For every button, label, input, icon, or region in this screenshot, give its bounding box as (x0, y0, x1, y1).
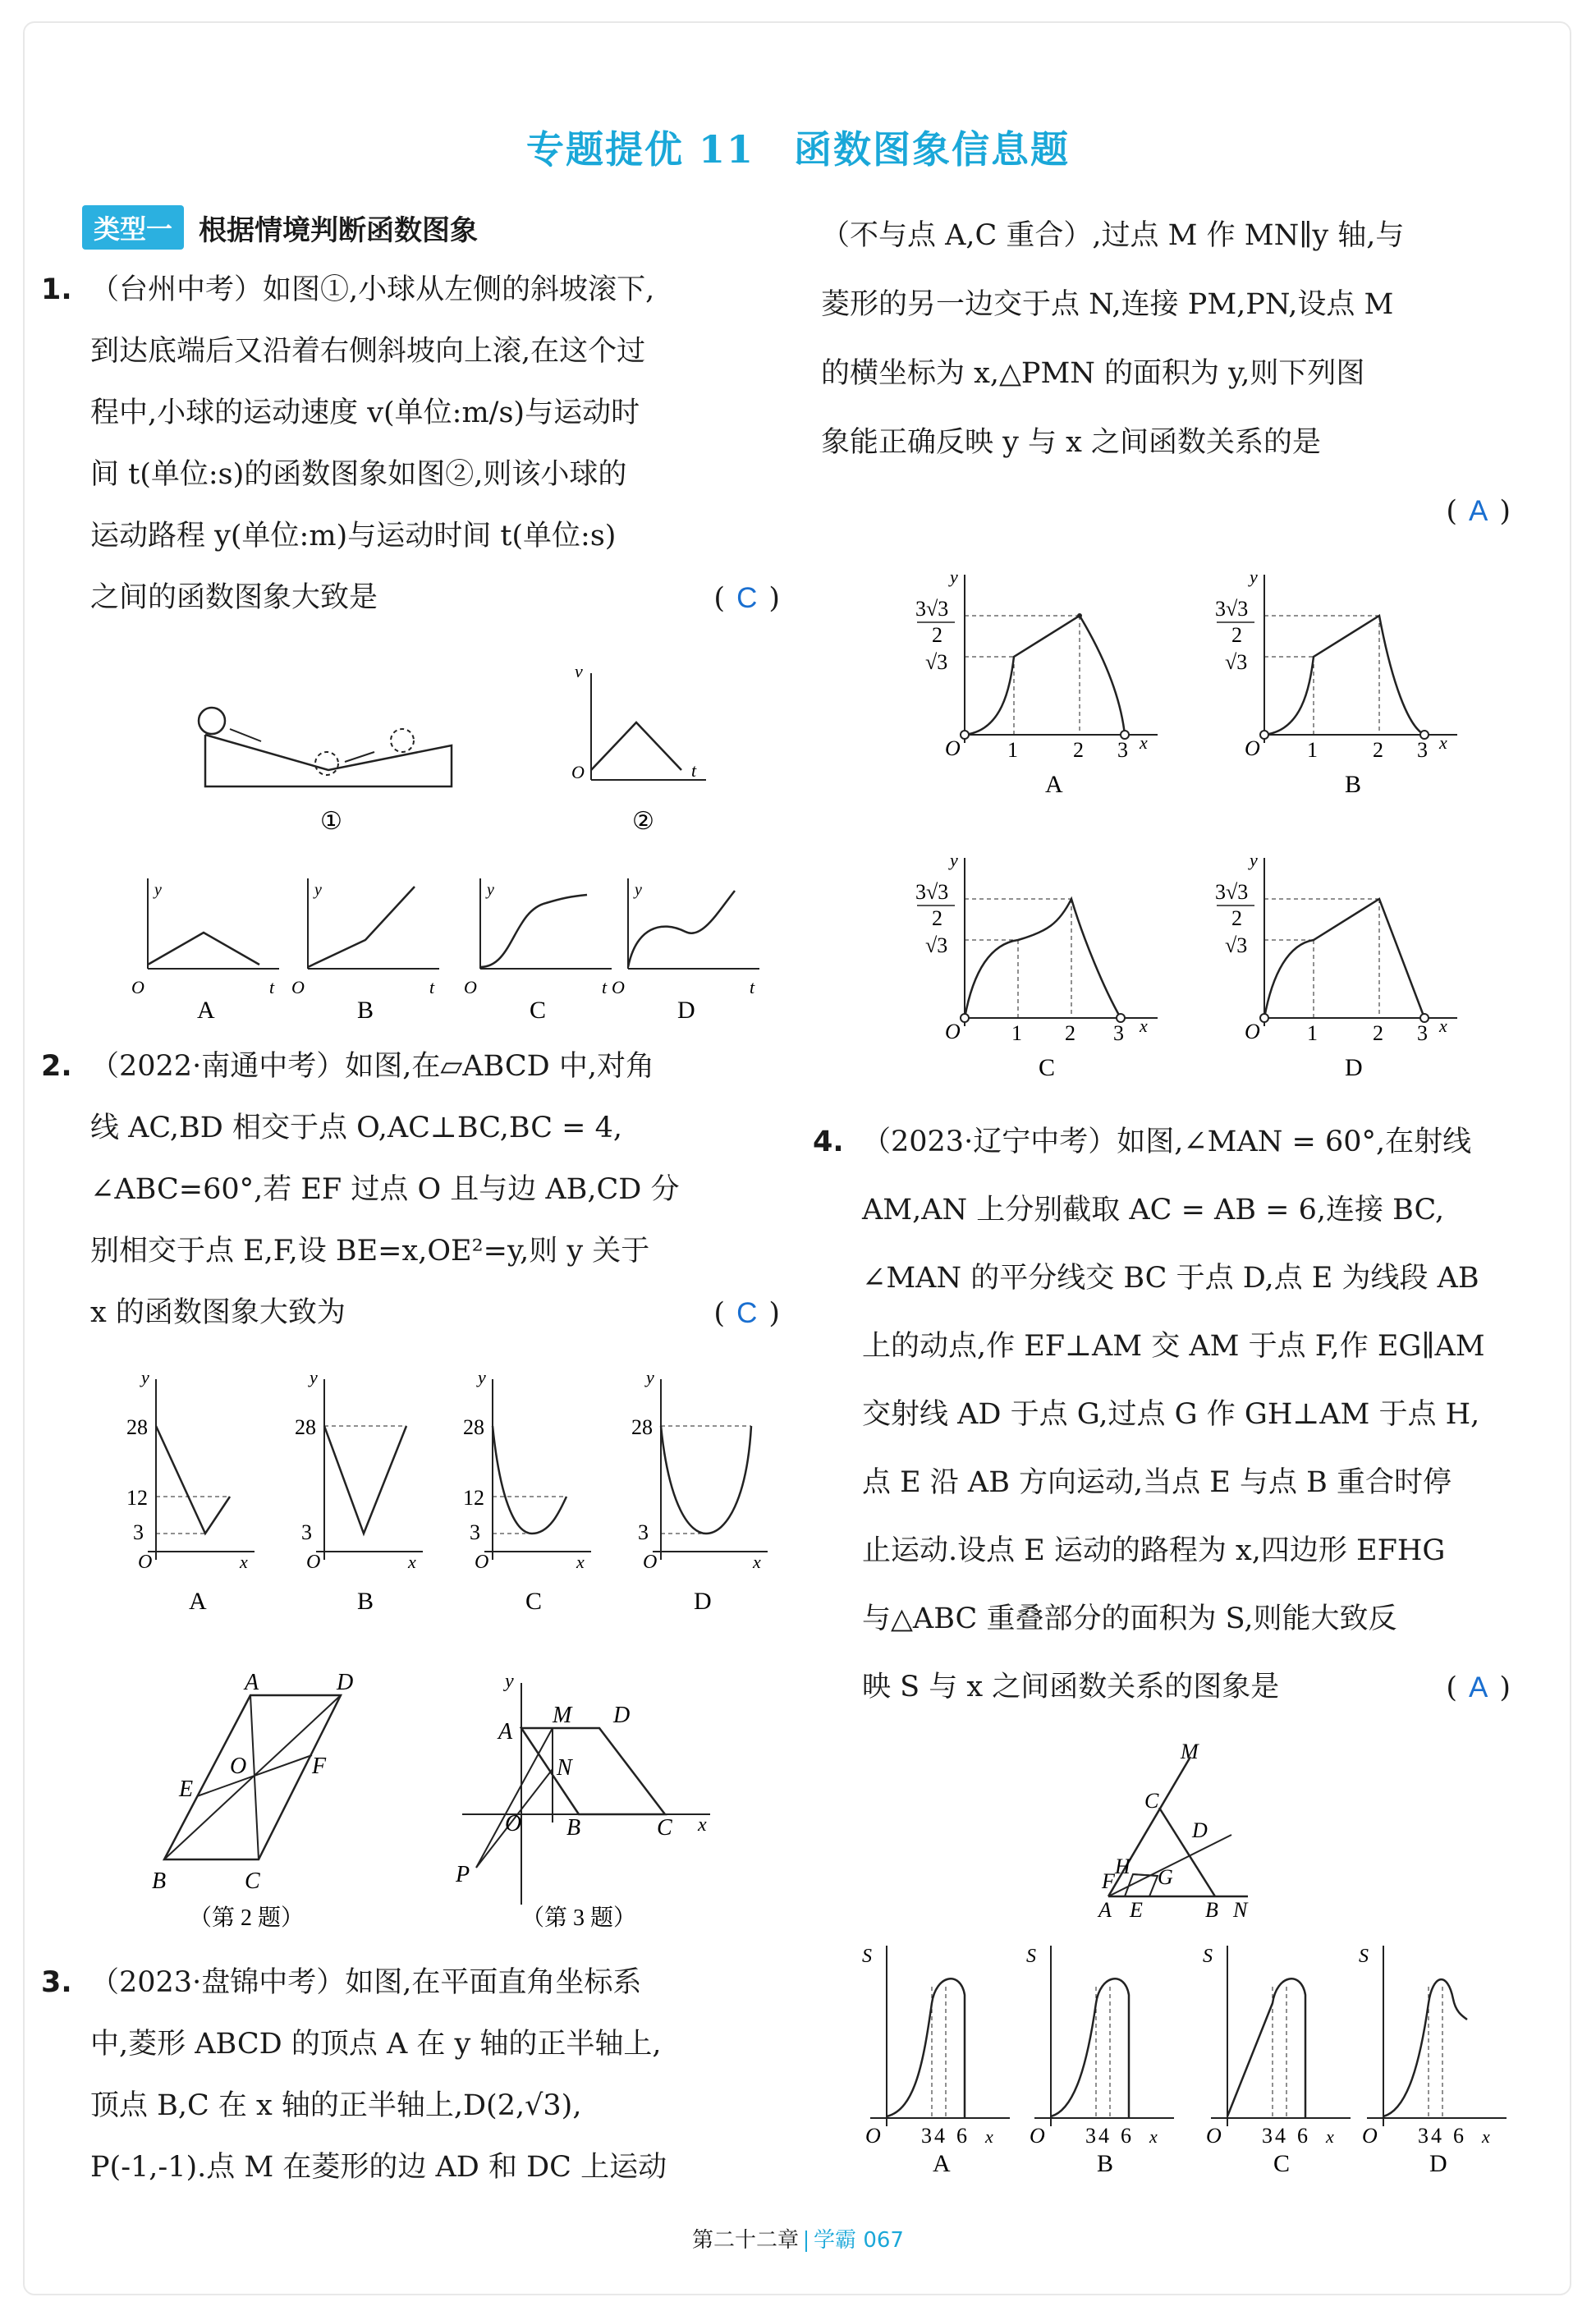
svg-text:S: S (862, 1946, 872, 1967)
arrow-icon (230, 729, 261, 741)
svg-text:O: O (1245, 1020, 1260, 1043)
svg-text:C: C (657, 1815, 672, 1841)
svg-text:x: x (1140, 732, 1148, 753)
tick-label: 2 (1073, 738, 1084, 762)
svg-text:6: 6 (1297, 2124, 1308, 2148)
svg-text:y: y (950, 850, 958, 870)
option-label: C (1273, 2150, 1291, 2176)
svg-text:O: O (1030, 2124, 1045, 2148)
question-text-line (821, 477, 1511, 546)
svg-text:x: x (1482, 2126, 1490, 2147)
svg-text:B: B (1205, 1898, 1218, 1921)
question-text-line: 到达底端后又沿着右侧斜坡向上滚,在这个过 (90, 335, 646, 368)
svg-text:M: M (553, 1703, 572, 1728)
option-graph-c (915, 850, 1158, 1081)
svg-text:M: M (1181, 1740, 1199, 1763)
tick-label: 2 (932, 623, 942, 647)
option-graph-b (1215, 566, 1457, 798)
svg-text:N: N (557, 1755, 572, 1781)
answer-value: C (736, 1297, 758, 1329)
svg-text:y: y (646, 1367, 654, 1387)
svg-text:B: B (566, 1815, 581, 1841)
option-label: D (1429, 2150, 1447, 2176)
svg-text:28: 28 (463, 1415, 484, 1439)
svg-text:3: 3 (1417, 738, 1428, 762)
question-2 (41, 1036, 780, 1344)
question-text-line: （不与点 A,C 重合）,过点 M 作 MN∥y 轴,与 (821, 219, 1405, 252)
svg-text:F: F (312, 1754, 327, 1779)
question-text-line: （2023·盘锦中考）如图,在平面直角坐标系 (90, 1966, 642, 1999)
svg-text:y: y (1250, 850, 1258, 870)
question-text-line: 交射线 AD 于点 G,过点 G 作 GH⊥AM 于点 H, (862, 1398, 1480, 1431)
svg-text:2: 2 (1373, 1021, 1383, 1045)
page-title: 专题提优 11 函数图象信息题 (525, 127, 1071, 172)
option-graph-c (463, 1367, 591, 1615)
svg-text:D: D (337, 1670, 354, 1695)
svg-text:2: 2 (1231, 623, 1242, 647)
svg-text:y: y (950, 566, 958, 587)
svg-text:t: t (750, 977, 755, 997)
question-text-line: 中,菱形 ABCD 的顶点 A 在 y 轴的正半轴上, (90, 2028, 662, 2061)
svg-text:1: 1 (1011, 1021, 1022, 1045)
question-text-line: 别相交于点 E,F,设 BE=x,OE²=y,则 y 关于 (90, 1235, 650, 1268)
option-graph-d (612, 878, 759, 1024)
svg-text:3√3: 3√3 (1215, 880, 1249, 904)
option-graph-b (295, 1367, 423, 1615)
svg-text:E: E (179, 1777, 194, 1802)
q1-figure-velocity (558, 657, 722, 846)
option-label: D (694, 1588, 712, 1615)
q4-options (854, 1937, 1511, 2176)
option-label: A (1045, 771, 1063, 798)
option-graph-a (131, 878, 279, 1024)
svg-text:y: y (310, 1367, 318, 1387)
question-text-line: 点 E 沿 AB 方向运动,当点 E 与点 B 重合时停 (862, 1466, 1452, 1499)
tick-label: 3 (921, 2124, 932, 2148)
svg-text:t: t (602, 977, 608, 997)
question-text-line: 顶点 B,C 在 x 轴的正半轴上,D(2,√3), (90, 2089, 582, 2122)
svg-text:1: 1 (1307, 1021, 1318, 1045)
svg-text:v: v (575, 661, 583, 681)
q2-parallelogram-figure (148, 1658, 394, 1937)
svg-text:2: 2 (932, 906, 942, 930)
svg-text:D: D (613, 1703, 631, 1728)
svg-text:O: O (865, 2124, 881, 2148)
question-text-line: P(-1,-1).点 M 在菱形的边 AD 和 DC 上运动 (90, 2151, 667, 2184)
footer-separator (805, 2231, 807, 2252)
arrow-icon (345, 752, 374, 762)
svg-text:O: O (131, 977, 144, 997)
svg-text:2: 2 (1373, 738, 1383, 762)
question-text-line: 与△ABC 重叠部分的面积为 S,则能大致反 (862, 1602, 1397, 1635)
option-graph-d (1359, 1946, 1507, 2176)
option-label: C (530, 997, 547, 1024)
svg-text:2: 2 (1065, 1021, 1075, 1045)
tick-label: 3√3 (915, 597, 949, 621)
svg-text:O: O (1362, 2124, 1378, 2148)
page-number: 067 (863, 2228, 904, 2253)
left-column-q3 (41, 1952, 780, 2198)
svg-text:A: A (245, 1670, 259, 1695)
chapter-label: 第二十二章 (692, 2228, 800, 2253)
svg-text:x: x (1326, 2126, 1334, 2147)
svg-text:S: S (1026, 1946, 1036, 1967)
option-label: B (357, 997, 374, 1024)
question-text-line: 程中,小球的运动速度 v(单位:m/s)与运动时 (90, 397, 640, 429)
answer-value: C (736, 582, 758, 614)
svg-text:O: O (945, 1020, 961, 1043)
svg-text:x: x (576, 1552, 585, 1572)
svg-text:x: x (985, 2126, 993, 2147)
question-text-line: ∠ABC=60°,若 EF 过点 O 且与边 AB,CD 分 (90, 1173, 680, 1206)
svg-text:x: x (1439, 1016, 1447, 1036)
svg-text:4: 4 (1098, 2124, 1109, 2148)
svg-text:O: O (291, 977, 305, 997)
question-text: 之间的函数图象大致是 (90, 581, 378, 614)
svg-text:G: G (1158, 1865, 1173, 1889)
svg-text:B: B (152, 1868, 167, 1894)
option-graph-d (631, 1367, 768, 1615)
svg-text:x: x (1439, 732, 1447, 753)
question-text-line: 象能正确反映 y 与 x 之间函数关系的是 (821, 426, 1322, 459)
question-4 (813, 1108, 1511, 1722)
question-text: x 的函数图象大致为 (90, 1296, 346, 1329)
svg-text:y: y (478, 1367, 486, 1387)
svg-text:O: O (464, 977, 477, 997)
type-badge: 类型一 (82, 205, 184, 250)
svg-text:P: P (456, 1862, 470, 1887)
ball-icon (315, 752, 338, 775)
option-graph-a (126, 1367, 255, 1615)
svg-text:3: 3 (1417, 1021, 1428, 1045)
tick-label: 3 (133, 1520, 144, 1544)
svg-text:N: N (1233, 1898, 1248, 1921)
question-number: 2. (41, 1050, 72, 1083)
svg-text:C: C (245, 1868, 260, 1894)
question-number: 3. (41, 1966, 72, 1999)
svg-text:O: O (138, 1552, 153, 1573)
left-column-q2 (41, 1036, 780, 1344)
left-column (41, 205, 780, 629)
tick-label: 28 (126, 1415, 148, 1439)
svg-text:3: 3 (638, 1520, 649, 1544)
svg-text:3√3: 3√3 (1215, 597, 1249, 621)
svg-text:E: E (1130, 1898, 1143, 1921)
option-label: D (1345, 1054, 1363, 1081)
answer-bracket: ( C ) (713, 1297, 780, 1330)
svg-text:t: t (269, 977, 275, 997)
option-graph-a (915, 566, 1158, 798)
page-footer (0, 2223, 1596, 2254)
question-text: 映 S 与 x 之间函数关系的图象是 (862, 1671, 1280, 1703)
question-text-line: 的横坐标为 x,△PMN 的面积为 y,则下列图 (821, 357, 1365, 390)
brand-label: 学霸 (814, 2228, 857, 2253)
question-text-line (90, 567, 780, 629)
svg-text:O: O (1245, 736, 1260, 760)
svg-text:O: O (230, 1754, 247, 1779)
q1-figure-slope (189, 649, 468, 846)
svg-text:A: A (1098, 1898, 1112, 1921)
answer-value: A (1468, 1671, 1488, 1703)
option-graph-c (1203, 1946, 1351, 2176)
tick-label: √3 (925, 650, 948, 674)
option-graph-b (291, 878, 439, 1024)
tick-label: 1 (1007, 738, 1018, 762)
ball-icon (199, 708, 225, 734)
svg-text:t: t (429, 977, 435, 997)
figure-label: ① (320, 808, 342, 835)
svg-text:6: 6 (1121, 2124, 1131, 2148)
q2-options (123, 1367, 788, 1630)
option-graph-b (1026, 1946, 1174, 2176)
question-number: 4. (813, 1126, 844, 1158)
option-graph-c (464, 878, 612, 1024)
svg-text:x: x (1140, 1016, 1148, 1036)
svg-text:1: 1 (1307, 738, 1318, 762)
right-column-q4 (813, 1108, 1511, 1722)
svg-text:O: O (612, 977, 625, 997)
velocity-graph (591, 722, 681, 770)
svg-text:y: y (141, 1367, 149, 1387)
question-text-line: AM,AN 上分别截取 AC = AB = 6,连接 BC, (862, 1194, 1445, 1226)
svg-text:x: x (753, 1552, 761, 1572)
svg-text:O: O (571, 762, 585, 782)
question-text-line: 上的动点,作 EF⊥AM 交 AM 于点 F,作 EG∥AM (862, 1330, 1485, 1363)
svg-text:D: D (1192, 1818, 1208, 1842)
q4-triangle-figure (1092, 1740, 1281, 1921)
svg-text:√3: √3 (1225, 933, 1248, 957)
option-graph-d (1215, 850, 1457, 1081)
svg-text:O: O (306, 1552, 321, 1573)
svg-text:O: O (505, 1811, 522, 1836)
svg-text:C: C (1144, 1789, 1159, 1813)
svg-text:A: A (498, 1719, 513, 1745)
svg-text:S: S (1359, 1946, 1369, 1967)
svg-text:O: O (945, 736, 961, 760)
svg-text:4: 4 (1275, 2124, 1286, 2148)
q3-coordinate-figure (456, 1667, 735, 1937)
svg-text:3√3: 3√3 (915, 880, 949, 904)
question-text-line: （2023·辽宁中考）如图,∠MAN = 60°,在射线 (862, 1126, 1472, 1158)
svg-text:y: y (635, 881, 642, 899)
question-text-line: （2022·南通中考）如图,在▱ABCD 中,对角 (90, 1050, 654, 1083)
type-title: 根据情境判断函数图象 (199, 213, 479, 247)
svg-text:y: y (314, 881, 322, 899)
question-text-line (862, 1653, 1511, 1722)
svg-text:x: x (1149, 2126, 1158, 2147)
q3-options (907, 566, 1482, 1092)
svg-text:3: 3 (1113, 1021, 1124, 1045)
svg-text:3: 3 (470, 1520, 480, 1544)
svg-text:3: 3 (1262, 2124, 1273, 2148)
question-number: 1. (41, 273, 72, 306)
question-text-line: （台州中考）如图①,小球从左侧的斜坡滚下, (90, 273, 655, 306)
figure-caption: （第 3 题） (521, 1905, 637, 1931)
right-column-q3 (821, 201, 1511, 546)
question-text-line: 间 t(单位:s)的函数图象如图②,则该小球的 (90, 458, 627, 491)
question-3-continued (821, 201, 1511, 546)
svg-text:12: 12 (463, 1486, 484, 1510)
figure-label: ② (632, 808, 654, 835)
svg-text:y: y (154, 881, 162, 899)
svg-text:y: y (505, 1671, 514, 1692)
tick-label: 6 (956, 2124, 967, 2148)
question-text-line: 运动路程 y(单位:m)与运动时间 t(单位:s) (90, 520, 617, 552)
svg-text:F: F (1102, 1869, 1115, 1893)
svg-text:28: 28 (631, 1415, 653, 1439)
tick-label: 4 (934, 2124, 945, 2148)
option-label: D (677, 997, 695, 1024)
option-graph-a (862, 1946, 1010, 2176)
svg-text:√3: √3 (925, 933, 948, 957)
question-1 (41, 259, 780, 629)
question-text-line (90, 1282, 780, 1344)
answer-bracket: ( C ) (713, 582, 780, 615)
type-header (82, 205, 780, 250)
svg-text:6: 6 (1453, 2124, 1464, 2148)
svg-text:x: x (408, 1552, 416, 1572)
question-text-line: 线 AC,BD 相交于点 O,AC⊥BC,BC = 4, (90, 1112, 622, 1144)
slope-shape (205, 735, 452, 786)
option-label: B (1097, 2150, 1114, 2176)
question-text-line: 菱形的另一边交于点 N,连接 PM,PN,设点 M (821, 288, 1394, 321)
figure-caption: （第 2 题） (189, 1905, 305, 1931)
svg-text:y: y (1250, 566, 1258, 587)
ball-icon (391, 729, 414, 752)
answer-value: A (1468, 495, 1488, 527)
svg-text:x: x (698, 1814, 707, 1836)
question-text-line: ∠MAN 的平分线交 BC 于点 D,点 E 为线段 AB (862, 1262, 1479, 1295)
svg-text:√3: √3 (1225, 650, 1248, 674)
question-text-line: 止运动.设点 E 运动的路程为 x,四边形 EFHG (862, 1534, 1446, 1567)
svg-text:3: 3 (301, 1520, 312, 1544)
option-label: A (197, 997, 215, 1024)
svg-text:4: 4 (1431, 2124, 1442, 2148)
q1-options (131, 870, 788, 1026)
option-label: C (525, 1588, 543, 1615)
svg-text:3: 3 (1418, 2124, 1429, 2148)
option-label: B (357, 1588, 374, 1615)
svg-text:O: O (643, 1552, 658, 1573)
question-3 (41, 1952, 780, 2198)
svg-text:y: y (487, 881, 494, 899)
svg-text:H: H (1115, 1855, 1130, 1878)
svg-text:S: S (1203, 1946, 1213, 1967)
option-label: A (933, 2150, 951, 2176)
option-label: A (189, 1588, 207, 1615)
svg-text:O: O (1206, 2124, 1222, 2148)
answer-bracket: ( A ) (1446, 1671, 1511, 1704)
option-label: C (1039, 1054, 1056, 1081)
svg-text:28: 28 (295, 1415, 316, 1439)
option-label: B (1345, 771, 1362, 798)
svg-text:2: 2 (1231, 906, 1242, 930)
svg-text:O: O (475, 1552, 489, 1573)
answer-bracket: ( A ) (1446, 495, 1511, 528)
svg-text:x: x (240, 1552, 248, 1572)
tick-label: 12 (126, 1486, 148, 1510)
tick-label: 3 (1117, 738, 1128, 762)
svg-text:t: t (691, 760, 697, 781)
svg-text:3: 3 (1085, 2124, 1096, 2148)
